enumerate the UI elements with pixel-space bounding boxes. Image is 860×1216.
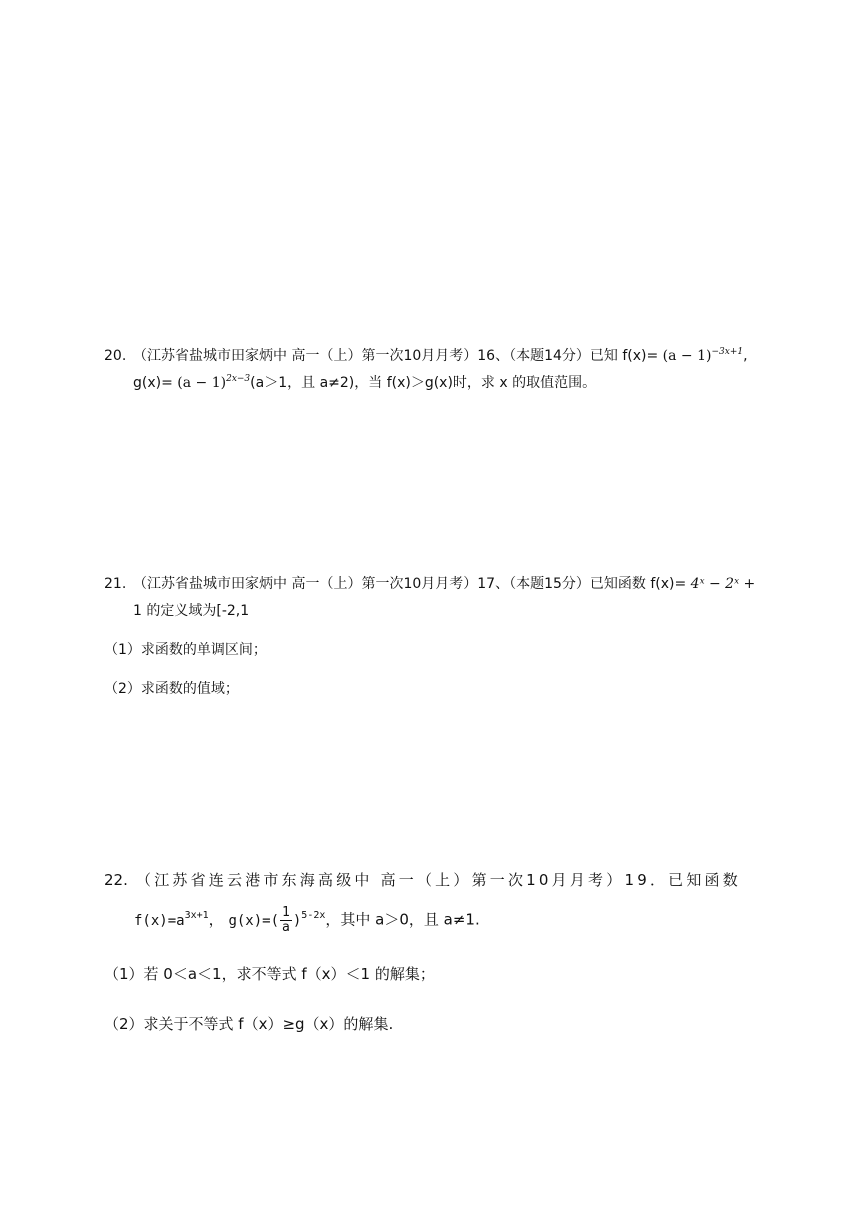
question-source: （江苏省盐城市田家炳中 高一（上）第一次10月月考）17、（本题15分）已知函数 f(x)= — [133, 576, 691, 592]
g-formula: $(a - 1)^{2x-3}$ — [177, 374, 251, 391]
part-1: （1）求函数的单调区间； — [104, 642, 267, 658]
f-formula: $(a - 1)^{-3x+1}$ — [662, 347, 744, 364]
question-number: 20. — [104, 348, 127, 364]
question-source: （江苏省盐城市田家炳中 高一（上）第一次10月月考）16、（本题14分）已知 f(x)= — [133, 348, 663, 364]
question-20-line-2: $g(x)= (a - 1)^{2x-3}(a>1$，且 a≠2)，当 f(x)＞g(x)时，求 x 的取值范围。 — [133, 374, 597, 391]
question-21-line-2: 1 的定义域为[-2,1 — [133, 603, 250, 619]
fraction: $\frac{1}{a}$ — [282, 905, 290, 935]
part-2: （2）求函数的值域； — [104, 681, 239, 697]
part-1: （1）若 0＜a＜1，求不等式 f（x）＜1 的解集； — [104, 965, 435, 983]
g-formula: g(x)=( $\frac{1}{a}$ )$^{5-2x}$ — [228, 905, 326, 935]
function-expression: 4ˣ − 2ˣ + — [690, 576, 756, 592]
question-source: （江苏省连云港市东海高级中 高一（上）第一次10月月考）19．已知函数 — [136, 871, 741, 889]
f-formula: $f(x)=a^{3x+1}$ — [134, 909, 209, 929]
question-22-line-2: $f(x)=a^{3x+1}$， g(x)=( $\frac{1}{a}$ )$^{5-2x}$，其中 a＞0，且 a≠1. — [134, 905, 480, 935]
question-number: 22. — [104, 871, 128, 889]
question-21-line-1 — [133, 575, 755, 593]
question-20-line-1: （江苏省盐城市田家炳中 高一（上）第一次10月月考）16、（本题14分）已知 $f(x)= (a - 1)^{-3x+1}$, — [133, 347, 748, 364]
part-2: （2）求关于不等式 f（x）≥g（x）的解集. — [104, 1015, 394, 1033]
question-number: 21. — [104, 576, 127, 592]
